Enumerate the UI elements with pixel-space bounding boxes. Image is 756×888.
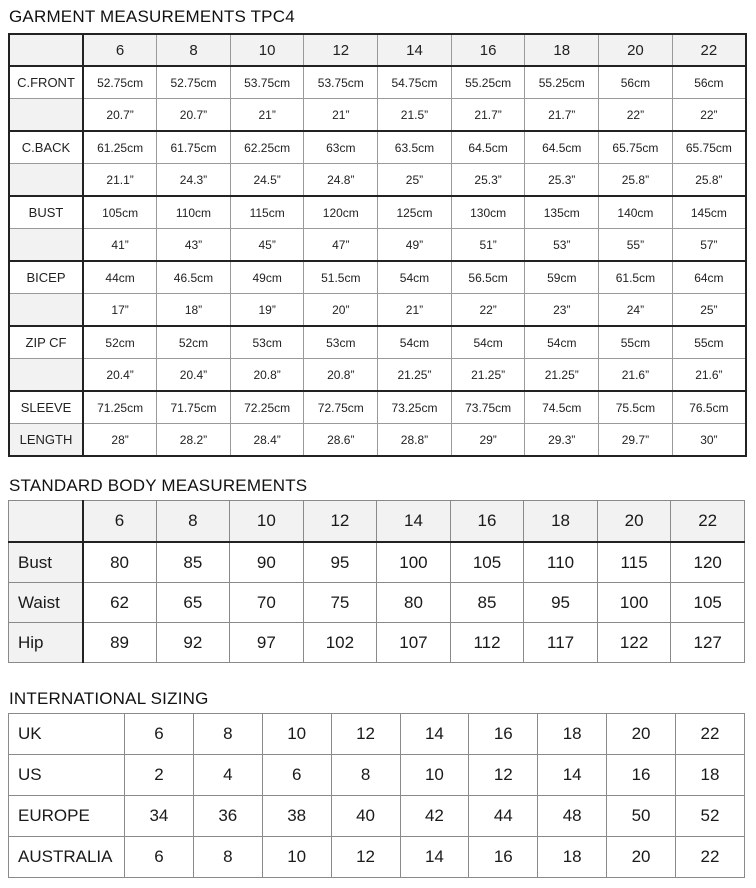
measurement-cell: 29” [451,424,525,457]
size-header: 8 [157,34,231,66]
size-cell: 4 [193,755,262,796]
measurement-cell: 71.75cm [157,391,231,424]
measurement-cell: 80 [83,542,157,583]
row-label: SLEEVE [9,391,83,424]
size-cell: 8 [193,714,262,755]
row-label [9,229,83,262]
measurement-cell: 25.8” [672,164,746,197]
measurement-cell: 53cm [230,326,304,359]
measurement-cell: 54.75cm [378,66,452,99]
measurement-cell: 29.7” [599,424,673,457]
measurement-cell: 54cm [525,326,599,359]
measurement-cell: 20.4” [157,359,231,392]
measurement-cell: 28.2” [157,424,231,457]
measurement-cell: 57” [672,229,746,262]
row-label: Hip [9,623,83,663]
measurement-cell: 105 [671,583,745,623]
measurement-cell: 115 [597,542,671,583]
size-cell: 42 [400,796,469,837]
measurement-cell: 55” [599,229,673,262]
size-cell: 14 [538,755,607,796]
table-row [9,796,745,837]
measurement-cell: 71.25cm [83,391,157,424]
size-header: 20 [599,34,673,66]
size-cell: 36 [193,796,262,837]
measurement-cell: 47” [304,229,378,262]
size-cell: 22 [676,837,745,878]
table-row [9,164,746,197]
measurement-cell: 25” [378,164,452,197]
measurement-cell: 110 [524,542,598,583]
row-label: C.FRONT [9,66,83,99]
measurement-cell: 54cm [378,261,452,294]
size-cell: 12 [331,714,400,755]
measurement-cell: 55.25cm [451,66,525,99]
measurement-cell: 65.75cm [599,131,673,164]
garment-measurements-title: GARMENT MEASUREMENTS TPC4 [9,7,295,26]
measurement-cell: 61.75cm [157,131,231,164]
measurement-cell: 89 [83,623,157,663]
measurement-cell: 54cm [378,326,452,359]
size-header: 16 [450,501,524,543]
measurement-cell: 63.5cm [378,131,452,164]
measurement-cell: 56cm [672,66,746,99]
measurement-cell: 64.5cm [451,131,525,164]
size-header: 10 [230,501,304,543]
measurement-cell: 52cm [157,326,231,359]
measurement-cell: 51.5cm [304,261,378,294]
measurement-cell: 52cm [83,326,157,359]
measurement-cell: 117 [524,623,598,663]
size-header: 12 [304,34,378,66]
size-cell: 18 [538,714,607,755]
size-cell: 16 [469,714,538,755]
garment-header-row [9,34,746,66]
table-row [9,424,746,457]
measurement-cell: 115cm [230,196,304,229]
measurement-cell: 46.5cm [157,261,231,294]
measurement-cell: 100 [377,542,451,583]
measurement-cell: 21.6” [599,359,673,392]
measurement-cell: 21.1” [83,164,157,197]
measurement-cell: 72.25cm [230,391,304,424]
row-label: EUROPE [9,796,125,837]
size-cell: 48 [538,796,607,837]
measurement-cell: 74.5cm [525,391,599,424]
measurement-cell: 145cm [672,196,746,229]
row-label: C.BACK [9,131,83,164]
measurement-cell: 76.5cm [672,391,746,424]
size-cell: 6 [125,837,194,878]
measurement-cell: 61.5cm [599,261,673,294]
measurement-cell: 55.25cm [525,66,599,99]
size-cell: 10 [262,837,331,878]
measurement-cell: 52.75cm [157,66,231,99]
measurement-cell: 20.7” [157,99,231,132]
measurement-cell: 55cm [599,326,673,359]
measurement-cell: 21” [378,294,452,327]
row-label: BUST [9,196,83,229]
measurement-cell: 72.75cm [304,391,378,424]
table-row [9,294,746,327]
size-header: 22 [671,501,745,543]
size-cell: 16 [607,755,676,796]
measurement-cell: 122 [597,623,671,663]
table-row [9,99,746,132]
size-header: 14 [378,34,452,66]
measurement-cell: 110cm [157,196,231,229]
table-row [9,542,745,583]
measurement-cell: 63cm [304,131,378,164]
measurement-cell: 21.7” [525,99,599,132]
measurement-cell: 49” [378,229,452,262]
measurement-cell: 28.6” [304,424,378,457]
measurement-cell: 21” [304,99,378,132]
measurement-cell: 54cm [451,326,525,359]
row-label: Bust [9,542,83,583]
measurement-cell: 75.5cm [599,391,673,424]
size-cell: 50 [607,796,676,837]
row-label: BICEP [9,261,83,294]
measurement-cell: 140cm [599,196,673,229]
size-cell: 12 [331,837,400,878]
measurement-cell: 56.5cm [451,261,525,294]
measurement-cell: 30” [672,424,746,457]
size-cell: 52 [676,796,745,837]
size-header: 14 [377,501,451,543]
body-header-row [9,501,745,543]
size-header: 8 [156,501,230,543]
measurement-cell: 102 [303,623,377,663]
measurement-cell: 20.8” [304,359,378,392]
measurement-cell: 25” [672,294,746,327]
measurement-cell: 64.5cm [525,131,599,164]
measurement-cell: 120 [671,542,745,583]
measurement-cell: 24.3” [157,164,231,197]
measurement-cell: 65.75cm [672,131,746,164]
row-label: ZIP CF [9,326,83,359]
measurement-cell: 105cm [83,196,157,229]
row-label: LENGTH [9,424,83,457]
measurement-cell: 25.3” [525,164,599,197]
international-sizing-title: INTERNATIONAL SIZING [9,689,209,708]
measurement-cell: 22” [599,99,673,132]
measurement-cell: 105 [450,542,524,583]
standard-body-measurements-title: STANDARD BODY MEASUREMENTS [9,476,308,495]
size-header: 18 [524,501,598,543]
measurement-cell: 135cm [525,196,599,229]
measurement-cell: 92 [156,623,230,663]
measurement-cell: 28.4” [230,424,304,457]
measurement-cell: 19” [230,294,304,327]
measurement-cell: 21” [230,99,304,132]
table-row [9,583,745,623]
measurement-cell: 73.25cm [378,391,452,424]
row-label [9,164,83,197]
measurement-cell: 51” [451,229,525,262]
table-row [9,837,745,878]
measurement-cell: 21.25” [525,359,599,392]
size-header: 10 [230,34,304,66]
measurement-cell: 56cm [599,66,673,99]
measurement-cell: 24.5” [230,164,304,197]
measurement-cell: 53.75cm [230,66,304,99]
measurement-cell: 21.25” [451,359,525,392]
table-row [9,261,746,294]
measurement-cell: 17” [83,294,157,327]
table-row [9,66,746,99]
table-row [9,326,746,359]
measurement-cell: 61.25cm [83,131,157,164]
row-label [9,359,83,392]
measurement-cell: 22” [451,294,525,327]
row-label [9,294,83,327]
header-corner [9,34,83,66]
table-row [9,196,746,229]
measurement-cell: 53.75cm [304,66,378,99]
measurement-cell: 22” [672,99,746,132]
measurement-cell: 41” [83,229,157,262]
size-cell: 38 [262,796,331,837]
size-cell: 18 [676,755,745,796]
measurement-cell: 21.5” [378,99,452,132]
international-sizing-table [8,713,745,878]
row-label [9,99,83,132]
measurement-cell: 95 [303,542,377,583]
standard-body-measurements-table [8,500,745,663]
size-cell: 20 [607,714,676,755]
table-row [9,714,745,755]
measurement-cell: 85 [156,542,230,583]
size-cell: 34 [125,796,194,837]
measurement-cell: 20.4” [83,359,157,392]
measurement-cell: 73.75cm [451,391,525,424]
measurement-cell: 43” [157,229,231,262]
size-cell: 10 [262,714,331,755]
table-row [9,755,745,796]
row-label: AUSTRALIA [9,837,125,878]
measurement-cell: 24” [599,294,673,327]
measurement-cell: 53cm [304,326,378,359]
size-cell: 16 [469,837,538,878]
size-cell: 18 [538,837,607,878]
measurement-cell: 21.25” [378,359,452,392]
measurement-cell: 127 [671,623,745,663]
measurement-cell: 75 [303,583,377,623]
size-cell: 40 [331,796,400,837]
table-row [9,623,745,663]
row-label: UK [9,714,125,755]
measurement-cell: 65 [156,583,230,623]
measurement-cell: 62.25cm [230,131,304,164]
size-cell: 2 [125,755,194,796]
table-row [9,391,746,424]
measurement-cell: 20.7” [83,99,157,132]
measurement-cell: 25.3” [451,164,525,197]
table-row [9,131,746,164]
row-label: Waist [9,583,83,623]
measurement-cell: 100 [597,583,671,623]
measurement-cell: 107 [377,623,451,663]
measurement-cell: 45” [230,229,304,262]
measurement-cell: 120cm [304,196,378,229]
row-label: US [9,755,125,796]
measurement-cell: 52.75cm [83,66,157,99]
measurement-cell: 112 [450,623,524,663]
measurement-cell: 62 [83,583,157,623]
size-cell: 6 [125,714,194,755]
measurement-cell: 95 [524,583,598,623]
size-header: 6 [83,34,157,66]
garment-measurements-table [8,33,747,457]
size-header: 22 [672,34,746,66]
size-header: 20 [597,501,671,543]
measurement-cell: 53” [525,229,599,262]
measurement-cell: 130cm [451,196,525,229]
size-cell: 44 [469,796,538,837]
measurement-cell: 97 [230,623,304,663]
measurement-cell: 85 [450,583,524,623]
measurement-cell: 25.8” [599,164,673,197]
measurement-cell: 80 [377,583,451,623]
measurement-cell: 49cm [230,261,304,294]
measurement-cell: 20” [304,294,378,327]
measurement-cell: 21.7” [451,99,525,132]
size-header: 16 [451,34,525,66]
measurement-cell: 28.8” [378,424,452,457]
measurement-cell: 20.8” [230,359,304,392]
measurement-cell: 24.8” [304,164,378,197]
size-cell: 8 [331,755,400,796]
measurement-cell: 70 [230,583,304,623]
size-header: 12 [303,501,377,543]
size-cell: 6 [262,755,331,796]
measurement-cell: 44cm [83,261,157,294]
header-corner [9,501,83,543]
measurement-cell: 21.6” [672,359,746,392]
measurement-cell: 29.3” [525,424,599,457]
size-cell: 22 [676,714,745,755]
measurement-cell: 28” [83,424,157,457]
measurement-cell: 55cm [672,326,746,359]
size-cell: 20 [607,837,676,878]
measurement-cell: 125cm [378,196,452,229]
measurement-cell: 18” [157,294,231,327]
size-cell: 14 [400,714,469,755]
table-row [9,359,746,392]
size-header: 6 [83,501,157,543]
measurement-cell: 23” [525,294,599,327]
size-cell: 12 [469,755,538,796]
size-header: 18 [525,34,599,66]
table-row [9,229,746,262]
measurement-cell: 90 [230,542,304,583]
size-cell: 8 [193,837,262,878]
measurement-cell: 59cm [525,261,599,294]
measurement-cell: 64cm [672,261,746,294]
size-cell: 10 [400,755,469,796]
size-cell: 14 [400,837,469,878]
